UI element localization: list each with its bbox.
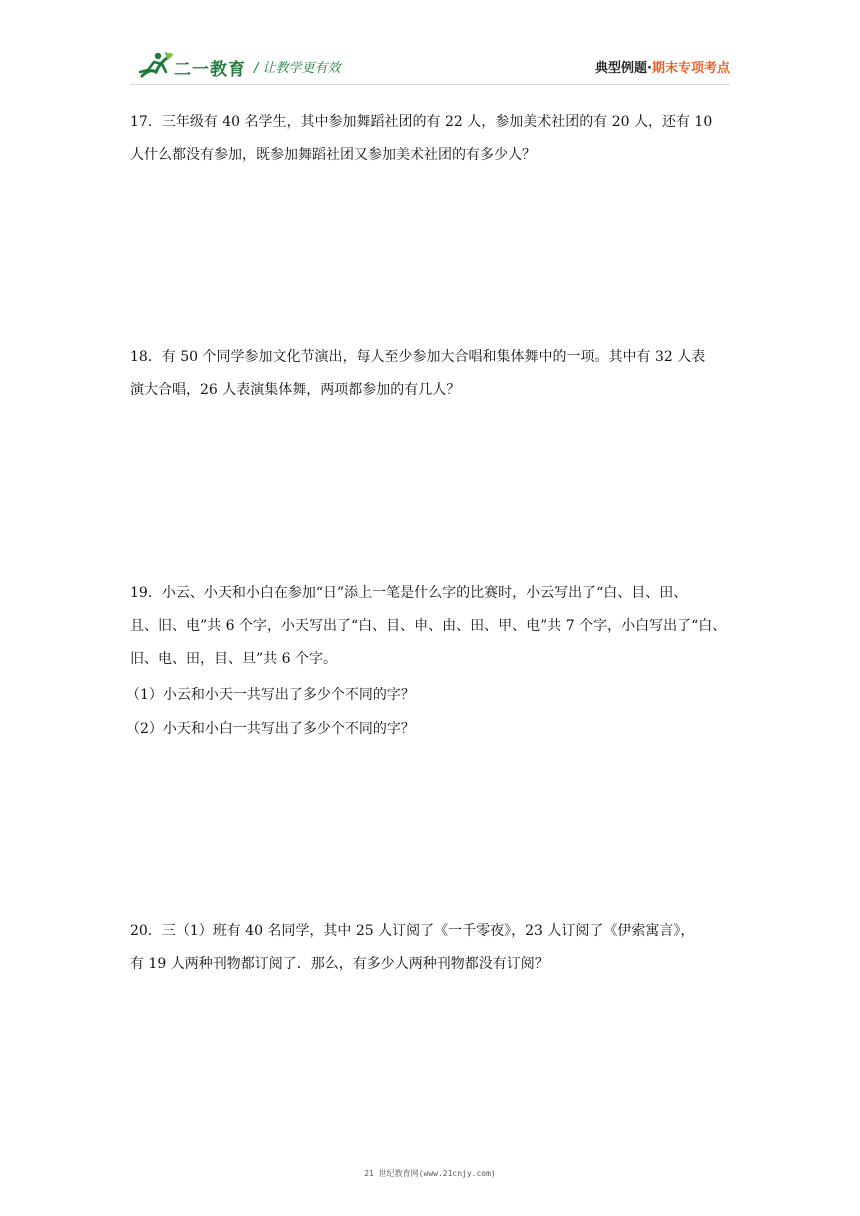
header-category-highlight: 期末专项考点 xyxy=(651,61,730,76)
question-20-line-2: 有 19 人两种刊物都订阅了．那么，有多少人两种刊物都没有订阅？ xyxy=(130,956,549,972)
question-17-line-1: 17．三年级有 40 名学生，其中参加舞蹈社团的有 22 人，参加美术社团的有 20 人，还有 10 xyxy=(130,114,713,130)
question-20 xyxy=(130,915,732,981)
question-18-line-2: 演大合唱，26 人表演集体舞，两项都参加的有几人？ xyxy=(130,382,461,398)
question-17-line-2: 人什么都没有参加，既参加舞蹈社团又参加美术社团的有多少人？ xyxy=(130,147,536,163)
slogan: / 让教学更有效 xyxy=(254,61,341,76)
question-19-sub-1: （1）小云和小天一共写出了多少个不同的字？ xyxy=(126,687,415,703)
question-18 xyxy=(130,341,732,407)
question-19-line-1: 19．小云、小天和小白在参加“日”添上一笔是什么字的比赛时，小云写出了“白、目、田、 xyxy=(130,585,688,601)
page-header xyxy=(130,50,730,86)
question-17 xyxy=(130,106,732,172)
question-19-line-3: 旧、电、田，目、旦”共 6 个字。 xyxy=(130,651,337,667)
page-footer: 21 世纪教育网(www.21cnjy.com) xyxy=(364,1169,496,1178)
question-20-line-1: 20．三（1）班有 40 名同学，其中 25 人订阅了《一千零夜》，23 人订阅了《伊索寓言》， xyxy=(130,923,695,939)
running-figure-logo-icon xyxy=(136,50,176,82)
question-19-line-2: 且、旧、电”共 6 个字，小天写出了“白、目、申、由、田、甲、电”共 7 个字，小白写出了“白、 xyxy=(130,618,727,634)
header-category xyxy=(595,57,730,76)
logo-text: 二一教育 xyxy=(174,60,246,80)
question-18-line-1: 18．有 50 个同学参加文化节演出，每人至少参加大合唱和集体舞中的一项。其中有 32 人表 xyxy=(130,349,706,365)
header-divider xyxy=(130,84,730,85)
question-19 xyxy=(130,577,732,676)
question-19-sub-2: （2）小天和小白一共写出了多少个不同的字？ xyxy=(126,721,415,737)
header-category-label: 典型例题· xyxy=(595,61,652,76)
